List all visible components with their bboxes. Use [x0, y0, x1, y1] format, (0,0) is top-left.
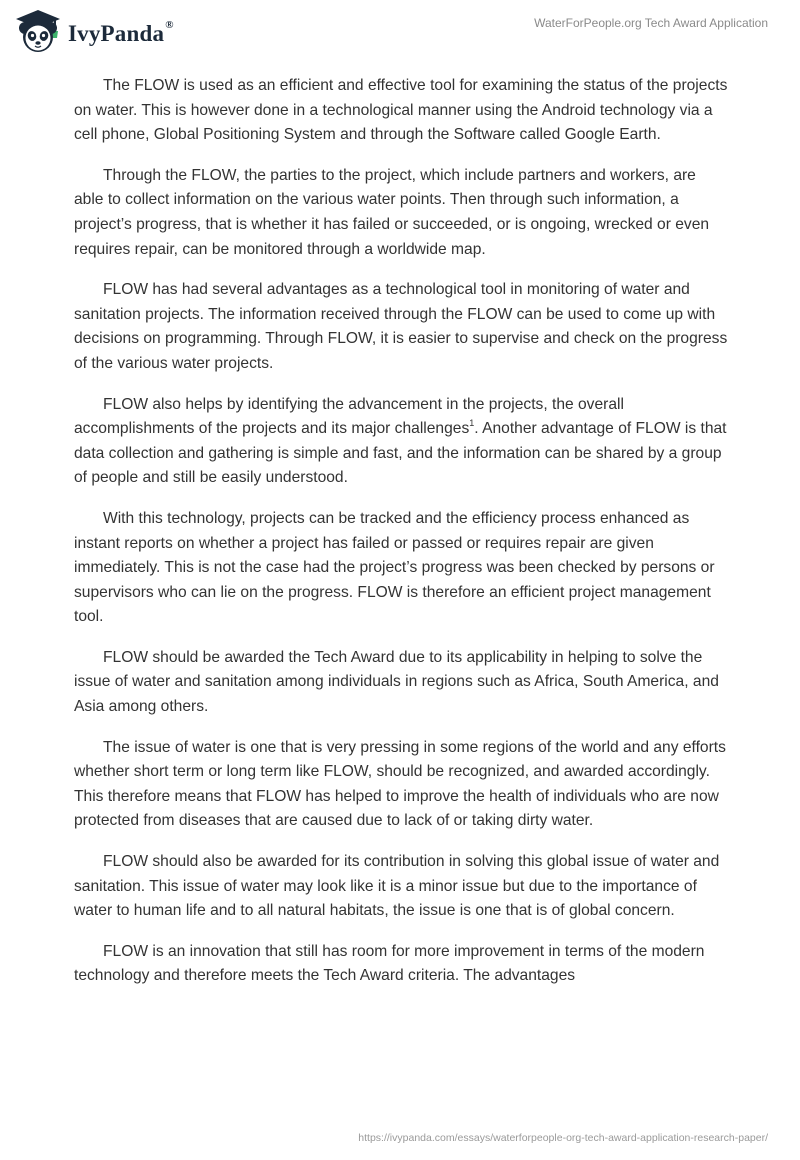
- page-header: [0, 0, 800, 60]
- paragraph-4-text-after: . Another advantage of FLOW is that data collection and gathering is simple and fast, and the information can be shared by a group of people and still be easily understood.: [74, 420, 727, 487]
- paragraph-4: [74, 393, 728, 491]
- document-title: WaterForPeople.org Tech Award Application: [534, 16, 768, 30]
- brand-name: [68, 21, 174, 47]
- paragraph-5: With this technology, projects can be tracked and the efficiency process enhanced as instant reports on whether a project has failed or passed or requires repair are given immediately. This is not the case had the project’s progress was been checked by persons or supervisors who can lie on the progress. FLOW is therefore an efficient project management tool.: [74, 509, 715, 626]
- brand-name-text: IvyPanda: [68, 21, 165, 46]
- paragraph-4-text-before: FLOW also helps by identifying the advancement in the projects, the overall accomplishments of the projects and its major challenges: [74, 395, 624, 438]
- registered-mark: ®: [165, 19, 174, 31]
- paragraph-7: The issue of water is one that is very pressing in some regions of the world and any efforts whether short term or long term like FLOW, should be recognized, and awarded accordingly. This therefore means that FLOW has helped to improve the health of individuals who are now protected from diseases that are caused due to lack of or taking dirty water.: [74, 738, 726, 830]
- paragraph-9: FLOW is an innovation that still has room for more improvement in terms of the modern technology and therefore meets the Tech Award criteria. The advantages: [74, 942, 705, 985]
- paragraph-1: The FLOW is used as an efficient and effective tool for examining the status of the projects on water. This is however done in a technological manner using the Android technology via a cell phone, Global Positioning System and through the Software called Google Earth.: [74, 77, 728, 144]
- paragraph-2: Through the FLOW, the parties to the project, which include partners and workers, are able to collect information on the various water points. Then through such information, a project’s progress, that is whether it has failed or succeeded, or is ongoing, wrecked or even requires repair, can be monitored through a worldwide map.: [74, 166, 710, 258]
- source-url-link[interactable]: https://ivypanda.com/essays/waterforpeople-org-tech-award-application-research-paper/: [358, 1132, 768, 1144]
- paragraph-6: FLOW should be awarded the Tech Award due to its applicability in helping to solve the issue of water and sanitation among individuals in regions such as Africa, South America, and Asia among others.: [74, 648, 719, 716]
- essay-body: [74, 74, 728, 1005]
- panda-logo-icon: [14, 8, 62, 56]
- paragraph-3: FLOW has had several advantages as a technological tool in monitoring of water and sanitation projects. The information received through the FLOW can be used to come up with decisions on programming. Through FLOW, it is easier to supervise and check on the progress of the various water projects.: [74, 281, 728, 372]
- footnote-reference[interactable]: 1: [469, 417, 475, 428]
- brand-logo-link[interactable]: [14, 8, 174, 56]
- paragraph-8: FLOW should also be awarded for its contribution in solving this global issue of water and sanitation. This issue of water may look like it is a minor issue but due to the importance of water to human life and to all natural habitats, the issue is one that is of global concern.: [74, 853, 720, 920]
